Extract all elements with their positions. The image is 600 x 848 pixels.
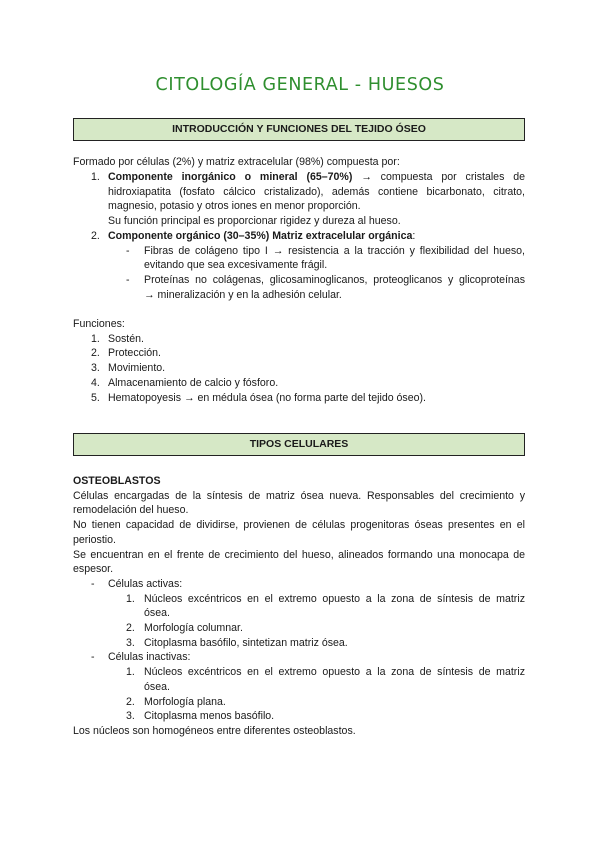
list-item-text: Morfología columnar. bbox=[144, 622, 243, 634]
function-item: Protección. bbox=[108, 347, 161, 360]
list-item-text: Núcleos excéntricos en el extremo opuesto a la zona de síntesis de matriz bbox=[144, 666, 525, 679]
list-item-text: magnesio, potasio y otros iones en menor proporción. bbox=[108, 200, 361, 213]
page-title: CITOLOGÍA GENERAL - HUESOS bbox=[155, 75, 445, 95]
bold-term: Componente inorgánico o mineral (65–70%) bbox=[108, 171, 353, 183]
bold-term: Componente orgánico (30–35%) Matriz extracelular orgánica bbox=[108, 229, 413, 242]
paragraph-line: periostio. bbox=[73, 533, 116, 546]
list-item-text: Citoplasma menos basófilo. bbox=[144, 710, 275, 723]
paragraph-line: No tienen capacidad de dividirse, provienen de células progenitoras óseas presentes en el bbox=[73, 519, 525, 532]
function-item: Almacenamiento de calcio y fósforo. bbox=[108, 376, 279, 389]
active-cells-label: Células activas: bbox=[108, 577, 183, 590]
bullet-text: Fibras de colágeno tipo I → resistencia a la tracción y flexibilidad del hueso, bbox=[144, 244, 525, 257]
bullet-dash: - bbox=[91, 577, 95, 590]
function-item: Sostén. bbox=[108, 332, 144, 345]
section-heading-cell-types: TIPOS CELULARES bbox=[73, 433, 525, 456]
list-number: 3. bbox=[126, 710, 135, 723]
function-item: Movimiento. bbox=[108, 362, 166, 375]
function-item: Hematopoyesis → en médula ósea (no forma parte del tejido óseo). bbox=[108, 391, 426, 404]
list-item-text: Citoplasma basófilo, sintetizan matriz ósea. bbox=[144, 636, 348, 649]
list-item-text: ósea. bbox=[144, 680, 170, 693]
list-number: 4. bbox=[91, 376, 100, 389]
list-number: 1. bbox=[126, 666, 135, 679]
bullet-text: → mineralización y en la adhesión celular. bbox=[144, 288, 342, 301]
bullet-dash: - bbox=[91, 651, 95, 664]
paragraph-line: remodelación del hueso. bbox=[73, 504, 189, 517]
list-number: 2. bbox=[126, 695, 135, 708]
list-item-text: Su función principal es proporcionar rigidez y dureza al hueso. bbox=[108, 215, 401, 228]
bullet-text: evitando que sea excesivamente frágil. bbox=[144, 259, 328, 272]
paragraph-line: espesor. bbox=[73, 563, 114, 576]
item-text: → compuesta por cristales de bbox=[352, 171, 526, 183]
list-item-text: ósea. bbox=[144, 607, 170, 620]
functions-label: Funciones: bbox=[73, 318, 125, 330]
bullet-dash: - bbox=[126, 273, 130, 286]
bullet-dash: - bbox=[126, 244, 130, 257]
list-number: 1. bbox=[91, 171, 100, 183]
item-text: : bbox=[412, 229, 416, 242]
subheading-osteoblasts: OSTEOBLASTOS bbox=[73, 475, 161, 487]
intro-text: Formado por células (2%) y matriz extracelular (98%) compuesta por: bbox=[73, 156, 400, 168]
closing-text: Los núcleos son homogéneos entre diferentes osteoblastos. bbox=[73, 724, 356, 737]
inactive-cells-label: Células inactivas: bbox=[108, 651, 191, 664]
list-item-text: Núcleos excéntricos en el extremo opuesto a la zona de síntesis de matriz bbox=[144, 592, 525, 605]
list-number: 1. bbox=[91, 332, 100, 345]
list-number: 2. bbox=[126, 622, 135, 634]
list-number: 3. bbox=[126, 636, 135, 649]
list-number: 3. bbox=[91, 362, 100, 375]
list-item-text bbox=[108, 170, 525, 185]
list-number: 5. bbox=[91, 391, 100, 404]
list-number: 2. bbox=[91, 347, 100, 360]
paragraph-line: Se encuentran en el frente de crecimiento del hueso, alineados formando una monocapa de bbox=[73, 548, 525, 561]
paragraph-line: Células encargadas de la síntesis de matriz ósea nueva. Responsables del crecimiento y bbox=[73, 489, 525, 502]
list-number: 2. bbox=[91, 229, 100, 242]
list-item-text: hidroxiapatita (fosfato cálcico cristalizado), además contiene bicarbonato, citrato, bbox=[108, 185, 525, 198]
list-item-text: Morfología plana. bbox=[144, 695, 226, 708]
section-heading-intro: INTRODUCCIÓN Y FUNCIONES DEL TEJIDO ÓSEO bbox=[73, 118, 525, 141]
bullet-text: Proteínas no colágenas, glicosaminoglicanos, proteoglicanos y glicoproteínas bbox=[144, 273, 525, 286]
list-number: 1. bbox=[126, 592, 135, 605]
list-item-text bbox=[108, 229, 415, 244]
